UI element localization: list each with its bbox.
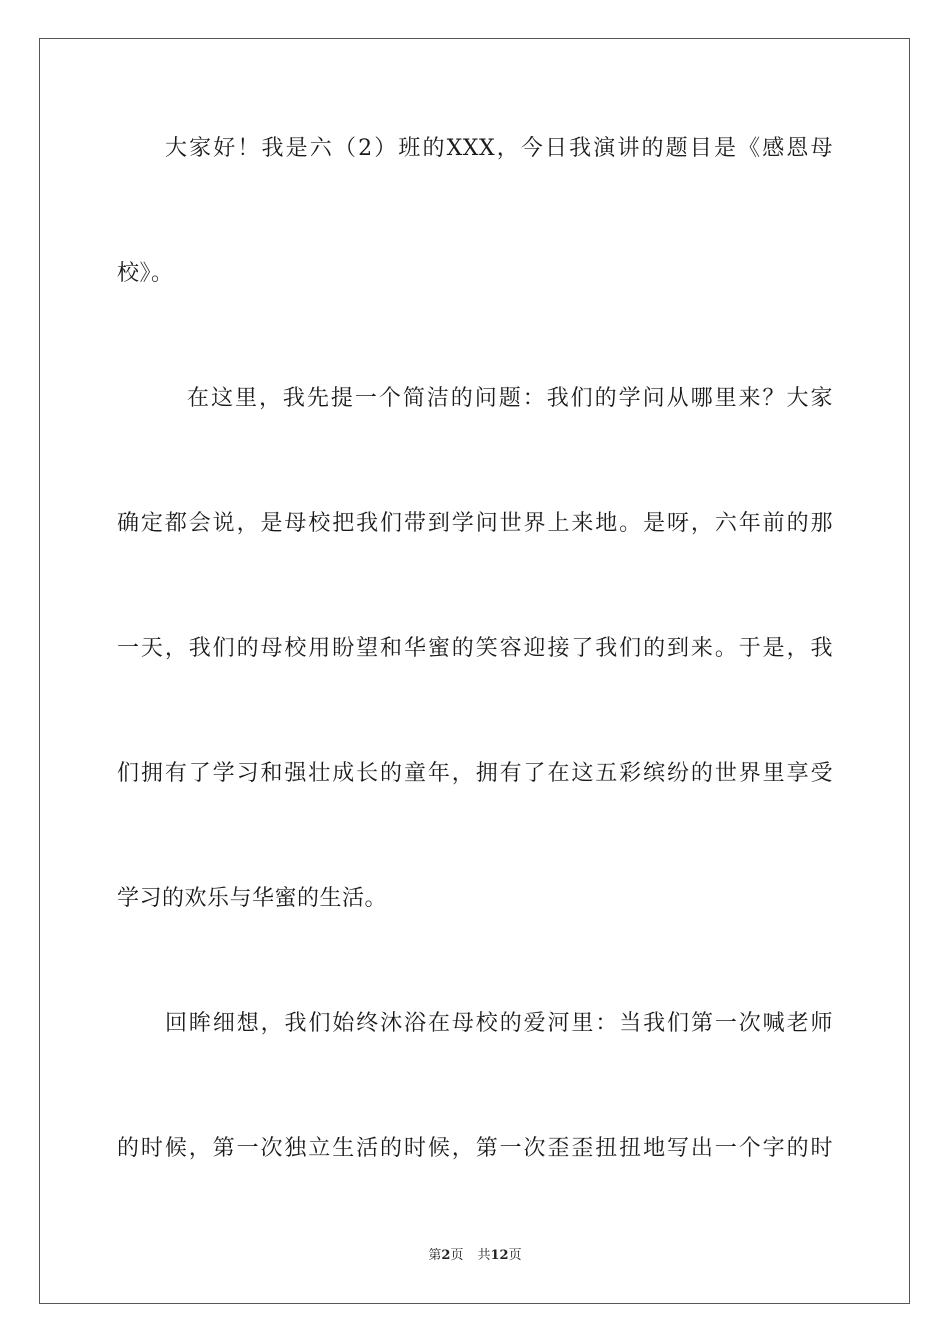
footer-total-pages: 12 [490, 1248, 509, 1263]
page-footer [0, 1247, 950, 1265]
footer-page-prefix: 第 [428, 1248, 442, 1263]
paragraph-1-line-1: 大家好！我是六（2）班的XXX，今日我演讲的题目是《感恩母 [165, 136, 833, 161]
paragraph-3-line-1: 回眸细想，我们始终沐浴在母校的爱河里：当我们第一次喊老师 [165, 1011, 833, 1036]
paragraph-2-line-2: 确定都会说，是母校把我们带到学问世界上来地。是呀，六年前的那 [117, 511, 833, 536]
paragraph-3-line-2: 的时候，第一次独立生活的时候，第一次歪歪扭扭地写出一个字的时 [117, 1136, 833, 1161]
paragraph-1-line-2: 校》。 [117, 261, 174, 286]
footer-total-suffix: 页 [508, 1248, 522, 1263]
footer-page-number: 2 [441, 1248, 451, 1263]
paragraph-2-line-3: 一天，我们的母校用盼望和华蜜的笑容迎接了我们的到来。于是，我 [117, 636, 833, 661]
paragraph-2-line-5: 学习的欢乐与华蜜的生活。 [117, 886, 388, 911]
paragraph-2-line-4: 们拥有了学习和强壮成长的童年，拥有了在这五彩缤纷的世界里享受 [117, 761, 833, 786]
footer-total-prefix: 共 [477, 1248, 491, 1263]
paragraph-2-line-1: 在这里，我先提一个简洁的问题：我们的学问从哪里来？大家 [187, 386, 833, 411]
footer-page-suffix: 页 [450, 1248, 464, 1263]
page-border [39, 38, 910, 1304]
